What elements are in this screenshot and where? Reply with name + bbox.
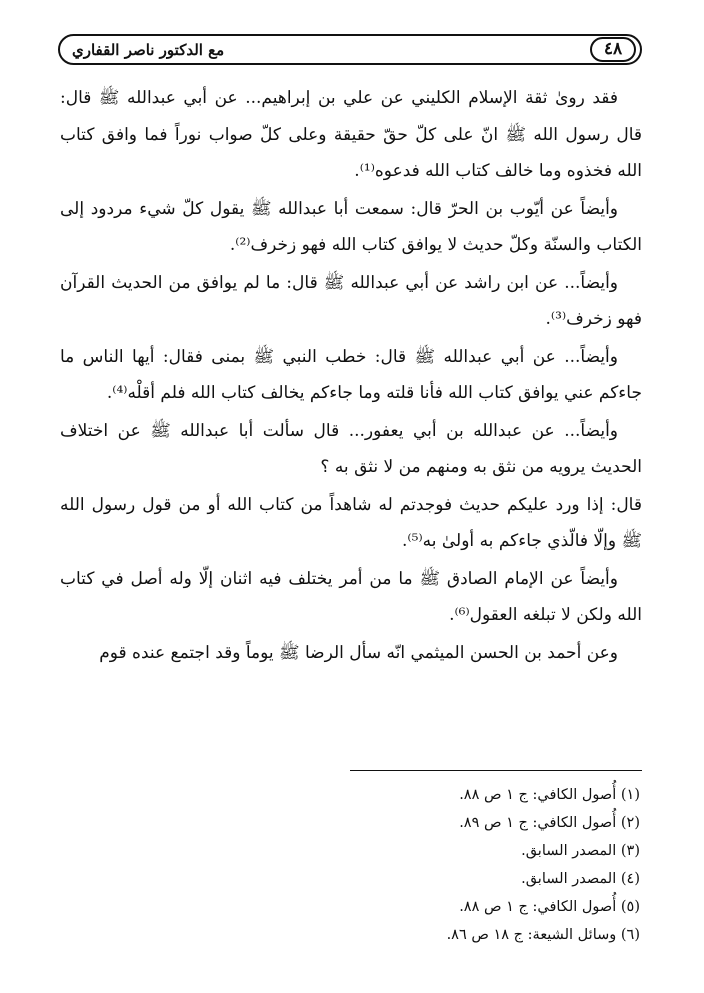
footnote: (٢) أُصول الكافي: ج ١ ص ٨٩.: [459, 815, 640, 831]
footnote: (٥) أُصول الكافي: ج ١ ص ٨٨.: [459, 899, 640, 915]
paragraph: وأيضاً... عن عبدالله بن أبي يعفور... قال سألت أبا عبدالله ﷺ عن اختلاف الحديث يرويه من نثق به ومنهم من لا نثق به ؟: [60, 420, 642, 477]
page-number: ٤٨: [590, 37, 636, 62]
running-header: [58, 34, 642, 65]
paragraph: وأيضاً... عن ابن راشد عن أبي عبدالله ﷺ قال: ما لم يوافق من الحديث القرآن فهو زخرف⁽³⁾.: [60, 272, 642, 329]
footnote: (٣) المصدر السابق.: [521, 843, 640, 859]
footnote: (٤) المصدر السابق.: [521, 871, 640, 887]
footnote: (٦) وسائل الشيعة: ج ١٨ ص ٨٦.: [446, 927, 640, 943]
footnote-divider: [350, 770, 642, 771]
paragraph: فقد روىٰ ثقة الإسلام الكليني عن علي بن إبراهيم... عن أبي عبدالله ﷺ قال: قال رسول الله ﷺ انّ على كلّ حقّ حقيقة وعلى كلّ صواب نوراً فما وافق كتاب الله فخذوه وما خالف كتاب الله فدعوه⁽¹⁾.: [60, 88, 642, 181]
paragraph: وأيضاً... عن أبي عبدالله ﷺ قال: خطب النبي ﷺ بمنى فقال: أيها الناس ما جاءكم عني يوافق كتاب الله فأنا قلته وما جاءكم يخالف كتاب الله فلم أقلْه⁽⁴⁾.: [60, 346, 642, 403]
paragraph: قال: إذا ورد عليكم حديث فوجدتم له شاهداً من كتاب الله أو من قول رسول الله ﷺ وإلّا فالّذي جاءكم به أولىٰ به⁽⁵⁾.: [60, 494, 642, 551]
footnote: (١) أُصول الكافي: ج ١ ص ٨٨.: [459, 787, 640, 803]
paragraph: وأيضاً عن أيّوب بن الحرّ قال: سمعت أبا عبدالله ﷺ يقول كلّ شيء مردود إلى الكتاب والسنّة وكلّ حديث لا يوافق كتاب الله فهو زخرف⁽²⁾.: [60, 198, 642, 255]
paragraph: وأيضاً عن الإمام الصادق ﷺ ما من أمر يختلف فيه اثنان إلّا وله أصل في كتاب الله ولكن لا تبلغه العقول⁽⁶⁾.: [60, 568, 642, 625]
paragraph: وعن أحمد بن الحسن الميثمي انّه سأل الرضا ﷺ يوماً وقد اجتمع عنده قوم: [99, 642, 618, 663]
main-text: [60, 80, 642, 672]
footnotes: [380, 781, 640, 949]
running-title: مع الدكتور ناصر القفاري: [72, 41, 225, 59]
